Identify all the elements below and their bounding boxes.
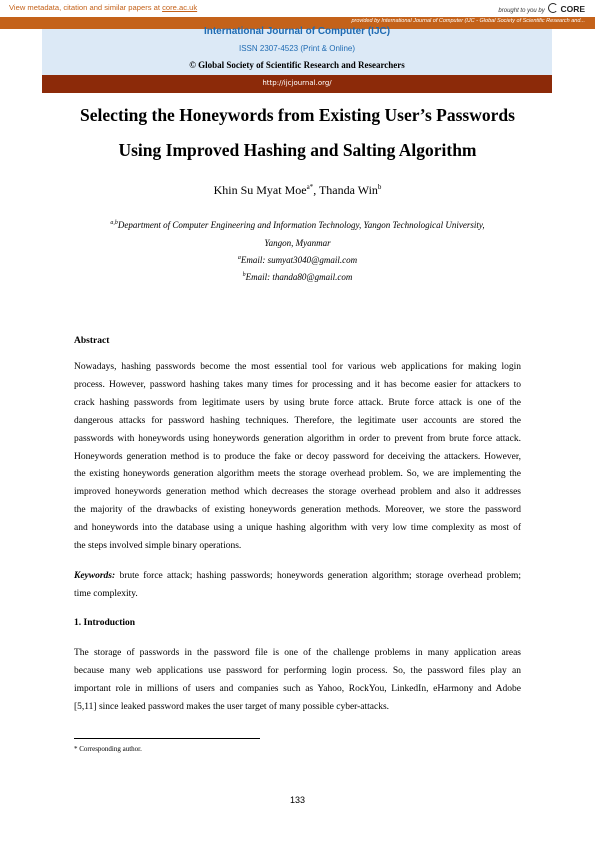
authors: Khin Su Myat Moe$^{a*}$, Thanda Win$^b$ bbox=[213, 183, 382, 197]
journal-name: International Journal of Computer (IJC) bbox=[203, 26, 391, 37]
affiliation-line-2: Yangon, Myanmar bbox=[264, 238, 331, 248]
core-logo[interactable]: CORE bbox=[560, 4, 585, 14]
journal-publisher: © Global Society of Scientific Research and Researchers bbox=[189, 60, 405, 70]
affiliation-line-1: $^{a,b}$Department of Computer Engineering and Information Technology, Yangon Technological University, bbox=[110, 220, 485, 230]
journal-header bbox=[42, 26, 552, 75]
page-number: 133 bbox=[289, 795, 306, 805]
keywords-label: Keywords: bbox=[74, 571, 116, 581]
core-metadata-link[interactable]: View metadata, citation and similar papers at core.ac.uk bbox=[9, 3, 198, 12]
paper-title-line-2: Using Improved Hashing and Salting Algorithm bbox=[118, 140, 477, 160]
author-1: Khin Su Myat Moe bbox=[213, 183, 307, 197]
core-banner bbox=[0, 0, 595, 17]
author-2: , Thanda Win bbox=[313, 183, 378, 197]
journal-url[interactable]: http://ijcjournal.org/ bbox=[262, 79, 332, 87]
footnote: * Corresponding author. bbox=[74, 745, 142, 753]
core-domain-link[interactable]: core.ac.uk bbox=[162, 3, 198, 12]
introduction-line: The storage of passwords in the password file is one of the challenge problems in many application areas bbox=[74, 648, 521, 658]
introduction-line: important role in millions of users and companies such as Yahoo, RockYou, LinkedIn, eHarmony and Adobe bbox=[74, 683, 521, 694]
journal-url-bar bbox=[42, 75, 552, 93]
introduction-line: [5,11] since leaked password makes the user target of many possible cyber-attacks. bbox=[74, 701, 390, 712]
email-a: $^a$Email: sumyat3040@gmail.com bbox=[237, 255, 358, 265]
abstract-line: Nowadays, hashing passwords become the most essential tool for various web applications for making login bbox=[74, 362, 521, 372]
provided-by-text[interactable]: provided by International Journal of Computer (IJC - Global Society of Scientific Research and... bbox=[351, 18, 585, 24]
abstract-line: Honeywords generation method is to produce the fake or decoy password for deceiving the attackers. However, bbox=[74, 451, 521, 462]
introduction-body bbox=[74, 645, 521, 717]
abstract-line: the majority of the drawbacks of existing honeywords generation methods. Moreover, we store the password bbox=[74, 505, 521, 516]
abstract-line: dangerous attacks for password hashing techniques. Therefore, the legitimate user accounts are stored the bbox=[74, 415, 521, 426]
abstract-line: improved honeywords generation method which decreases the storage overhead problem and also it addresses bbox=[74, 487, 521, 498]
abstract-body bbox=[74, 359, 521, 556]
introduction-line: because many web applications use password for performing login process. So, the password files play an bbox=[74, 665, 521, 676]
introduction-heading: 1. Introduction bbox=[74, 618, 136, 628]
keywords-line-1: Keywords: brute force attack; hashing passwords; honeywords generation algorithm; storage overhead problem; bbox=[74, 571, 521, 581]
abstract-line: process. However, password hashing takes many times for processing and it has become easier for attackers to bbox=[74, 379, 521, 390]
paper-title-line-1: Selecting the Honeywords from Existing User’s Passwords bbox=[80, 105, 515, 125]
brought-by: brought to you by CORE bbox=[498, 4, 585, 14]
keywords bbox=[74, 568, 521, 604]
footnote-rule bbox=[74, 738, 260, 739]
abstract-line: the existing honeywords generation algorithm meets the storage overhead problem. So, we are implementing the bbox=[74, 469, 521, 480]
abstract-line: the steps involved simple binary operations. bbox=[74, 541, 242, 552]
abstract-heading: Abstract bbox=[74, 336, 110, 346]
abstract-line: crack hashing passwords from legitimate users by using brute force attack. Brute force attack is one of the bbox=[74, 397, 521, 408]
keywords-line-2: time complexity. bbox=[74, 588, 138, 599]
journal-issn: ISSN 2307-4523 (Print & Online) bbox=[238, 44, 356, 53]
abstract-line: passwords with honeywords using honeywords generation algorithm in order to prevent from brute force attack. bbox=[74, 433, 521, 444]
abstract-line: and honeywords into the database using a unique hashing algorithm with very low time complexity as most of bbox=[74, 523, 521, 534]
email-b: $^b$Email: thanda80@gmail.com bbox=[242, 272, 353, 282]
core-logo-icon bbox=[548, 3, 558, 13]
